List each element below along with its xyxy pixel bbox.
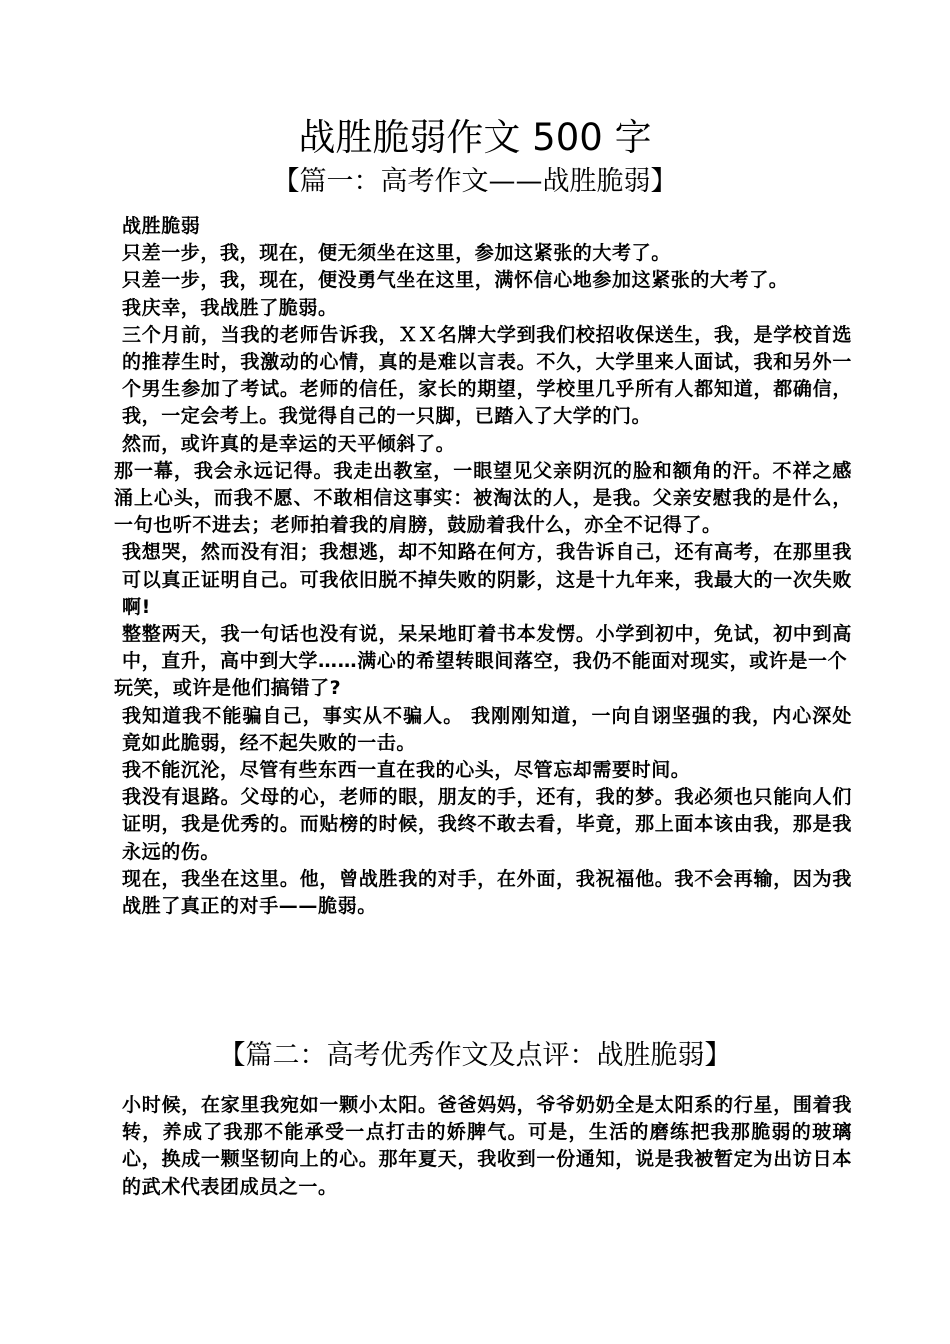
- section-heading-2: 【篇二：高考优秀作文及点评：战胜脆弱】: [218, 1040, 732, 1071]
- paragraph: 我庆幸，我战胜了脆弱。: [122, 296, 338, 319]
- paragraph: 只差一步，我，现在，便没勇气坐在这里，满怀信心地参加这紧张的大考了。: [122, 269, 789, 292]
- paragraph: 玩笑，或许是他们搞错了?: [114, 677, 342, 700]
- paragraph: 现在，我坐在这里。他，曾战胜我的对手，在外面，我祝福他。我不会再输，因为我战胜了真正的对手——脆弱。: [122, 867, 852, 918]
- paragraph: 小时候，在家里我宛如一颗小太阳。爸爸妈妈，爷爷奶奶全是太阳系的行星，围着我转，养成了我那不能承受一点打击的娇脾气。可是，生活的磨练把我那脆弱的玻璃心，换成一颗坚韧向上的心。那年夏天，我收到一份通知，说是我被暂定为出访日本的武术代表团成员之一。: [122, 1094, 852, 1198]
- paragraph: 我想哭，然而没有泪；我想逃，却不知路在何方，我告诉自己，还有高考，在那里我可以真正证明自己。可我依旧脱不掉失败的阴影，这是十九年来，我最大的一次失败啊!: [122, 541, 852, 618]
- paragraph: 我知道我不能骗自己，事实从不骗人。 我刚刚知道，一向自诩坚强的我，内心深处竟如此脆弱，经不起失败的一击。: [122, 704, 852, 754]
- essay-body-2: [114, 1092, 852, 1201]
- paragraph: 我没有退路。父母的心，老师的眼，朋友的手，还有，我的梦。我必须也只能向人们证明，我是优秀的。而贴榜的时候，我终不敢去看，毕竟，那上面本该由我，那是我永远的伤。: [122, 786, 852, 863]
- paragraph: 只差一步，我，现在，便无须坐在这里，参加这紧张的大考了。: [122, 242, 671, 265]
- paragraph: 整整两天，我一句话也没有说，呆呆地盯着书本发愣。小学到初中，免试，初中到高中，直升，高中到大学……满心的希望转眼间落空，我仍不能面对现实，或许是一个: [122, 623, 852, 673]
- paragraph: 三个月前，当我的老师告诉我，ＸＸ名牌大学到我们校招收保送生，我，是学校首选的推荐生时，我激动的心情，真的是难以言表。不久，大学里来人面试，我和另外一个男生参加了考试。老师的信任，家长的期望，学校里几乎所有人都知道，都确信，我，一定会考上。我觉得自己的一只脚，已踏入了大学的门。: [122, 323, 852, 428]
- essay-subtitle: 战胜脆弱: [122, 215, 201, 237]
- paragraph: 那一幕，我会永远记得。我走出教室，一眼望见父亲阴沉的脸和额角的汗。不祥之感涌上心头，而我不愿、不敢相信这事实：被淘汰的人，是我。父亲安慰我的是什么，一句也听不进去；老师拍着我的肩膀，鼓励着我什么，亦全不记得了。: [114, 459, 852, 537]
- essay-body-1: [114, 213, 852, 920]
- paragraph: 我不能沉沦，尽管有些东西一直在我的心头，尽管忘却需要时间。: [122, 759, 691, 782]
- document-title: 战胜脆弱作文 500 字: [298, 116, 652, 159]
- section-heading-1: 【篇一：高考作文——战胜脆弱】: [272, 166, 678, 197]
- paragraph: 然而，或许真的是幸运的天平倾斜了。: [122, 432, 456, 455]
